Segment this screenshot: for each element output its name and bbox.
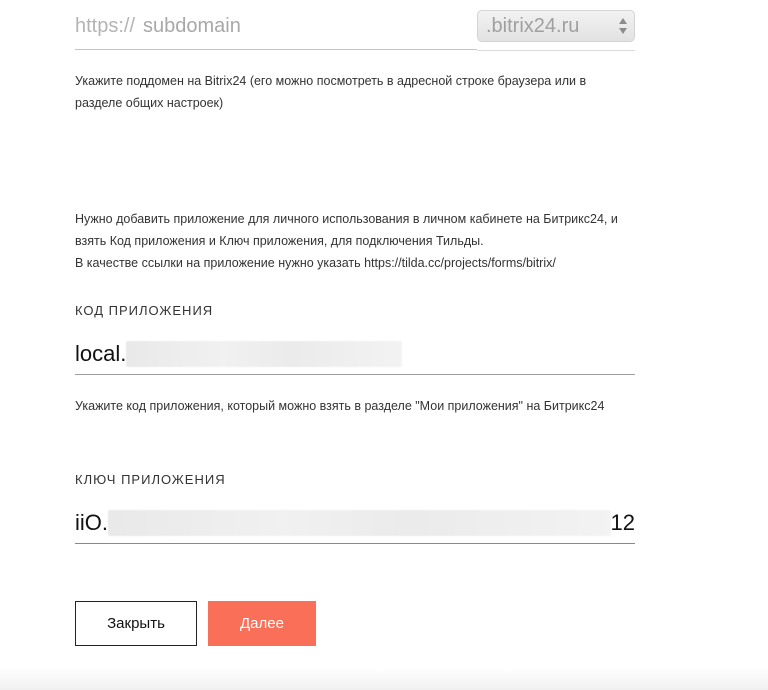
app-code-label: КОД ПРИЛОЖЕНИЯ — [75, 303, 214, 318]
instructions-line-2: В качестве ссылки на приложение нужно указать https://tilda.cc/projects/forms/bitrix/ — [75, 256, 556, 270]
domain-underline — [477, 50, 635, 51]
subdomain-input[interactable] — [75, 8, 477, 50]
app-key-value-start: iiO. — [75, 509, 108, 535]
subdomain-placeholder: subdomain — [143, 15, 241, 37]
redacted-code — [126, 341, 402, 367]
bottom-shadow — [0, 668, 768, 690]
redacted-key — [108, 510, 611, 536]
url-prefix: https:// — [75, 15, 136, 37]
app-code-hint: Укажите код приложения, который можно взять в разделе "Мои приложения" на Битрикс24 — [75, 399, 605, 413]
instructions — [75, 208, 645, 274]
instructions-line-1: Нужно добавить приложение для личного использования в личном кабинете на Битрикс24, и взять Код приложения и Ключ приложения, для подключения Тильды. — [75, 212, 618, 248]
app-key-input[interactable] — [75, 502, 635, 544]
select-arrows-icon — [618, 16, 628, 36]
app-key-value-end: 12 — [610, 509, 635, 535]
app-key-label: КЛЮЧ ПРИЛОЖЕНИЯ — [75, 472, 226, 487]
subdomain-row — [75, 8, 635, 52]
app-code-value: local. — [75, 340, 127, 366]
domain-zone-value: .bitrix24.ru — [486, 14, 580, 37]
app-code-input[interactable] — [75, 333, 635, 375]
subdomain-hint: Укажите поддомен на Bitrix24 (его можно посмотреть в адресной строке браузера или в разделе общих настроек) — [75, 74, 587, 110]
next-button[interactable]: Далее — [208, 601, 316, 646]
domain-zone-select[interactable] — [477, 10, 635, 42]
close-button[interactable]: Закрыть — [75, 601, 197, 646]
